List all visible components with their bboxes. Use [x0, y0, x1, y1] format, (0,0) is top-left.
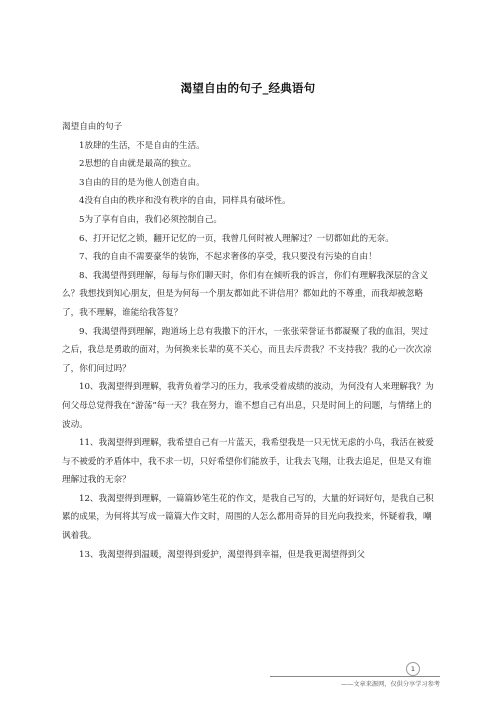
section-heading: 渴望自由的句子 [62, 122, 123, 132]
quote-item-11: 11、我渴望得到理解，我希望自己有一片蓝天，我希望我是一只无忧无虑的小鸟，我活在被爱与不被爱的矛盾体中，我不求一切，只好希望你们能放手，让我去飞翔，让我去追足，但是又有谁理解过我的无奈？ [62, 438, 434, 486]
quote-item-2: 2思想的自由就是最高的独立。 [79, 159, 197, 170]
page-number-badge: 1 [406, 662, 420, 676]
quote-item-13: 13、我渴望得到温暖，渴望得到爱护，渴望得到幸福，但是我更渴望得到父 [79, 549, 365, 560]
quote-item-5: 5为了享有自由，我们必须控制自己。 [79, 214, 222, 225]
quote-item-6: 6、打开记忆之锁，翻开记忆的一页，我曾几何时被人理解过？一切都如此的无奈。 [79, 233, 394, 244]
footer-source-note: ——文章来源网，仅供分享学习参考 [341, 681, 440, 688]
quote-item-3: 3自由的目的是为他人创造自由。 [79, 177, 205, 188]
quote-item-7: 7、我的自由不需要豪华的装饰，不起求奢侈的享受，我只要没有污染的自由！ [79, 252, 377, 263]
document-body [62, 118, 436, 564]
document-title: 渴望自由的句子_经典语句 [180, 81, 316, 95]
page-footer [270, 662, 450, 686]
quote-item-12: 12、我渴望得到理解，一篇篇妙笔生花的作文，是我自己写的，大量的好词好句，是我自己积累的成果，为何将其写成一篇篇大作文时，周围的人怎么都用奇异的目光向我投来，怀疑着我，嘲讽着我。 [62, 493, 434, 542]
quote-item-1: 1放肆的生活，不是自由的生活。 [79, 140, 205, 151]
quote-item-9: 9、我渴望得到理解，跑道场上总有我撒下的汗水，一张张荣誉证书都凝聚了我的血泪，哭过之后，我总是勇敢的面对，为何换来长辈的莫不关心，而且去斥责我？不支持我？我的心一次次凉了，你们问过吗？ [62, 326, 432, 374]
quote-item-4: 4没有自由的秩序和没有秩序的自由，同样具有破坏性。 [79, 196, 291, 207]
quote-item-10: 10、我渴望得到理解，我背负着学习的压力，我承受着成绩的波动，为何没有人来理解我？为何父母总觉得我在“游荡”每一天？我在努力，谁不想自己有出息，只是时间上的问题，与情绪上的波动。 [62, 382, 434, 430]
footer-divider [270, 676, 440, 677]
quote-item-8: 8、我渴望得到理解，每每与你们聊天时，你们有在倾听我的诉言，你们有理解我深层的含义么？我想找到知心朋友，但是为何每一个朋友都如此不讲信用？都如此的不尊重，而我却被忽略了，我不理解，谁能给我答复？ [62, 270, 429, 318]
